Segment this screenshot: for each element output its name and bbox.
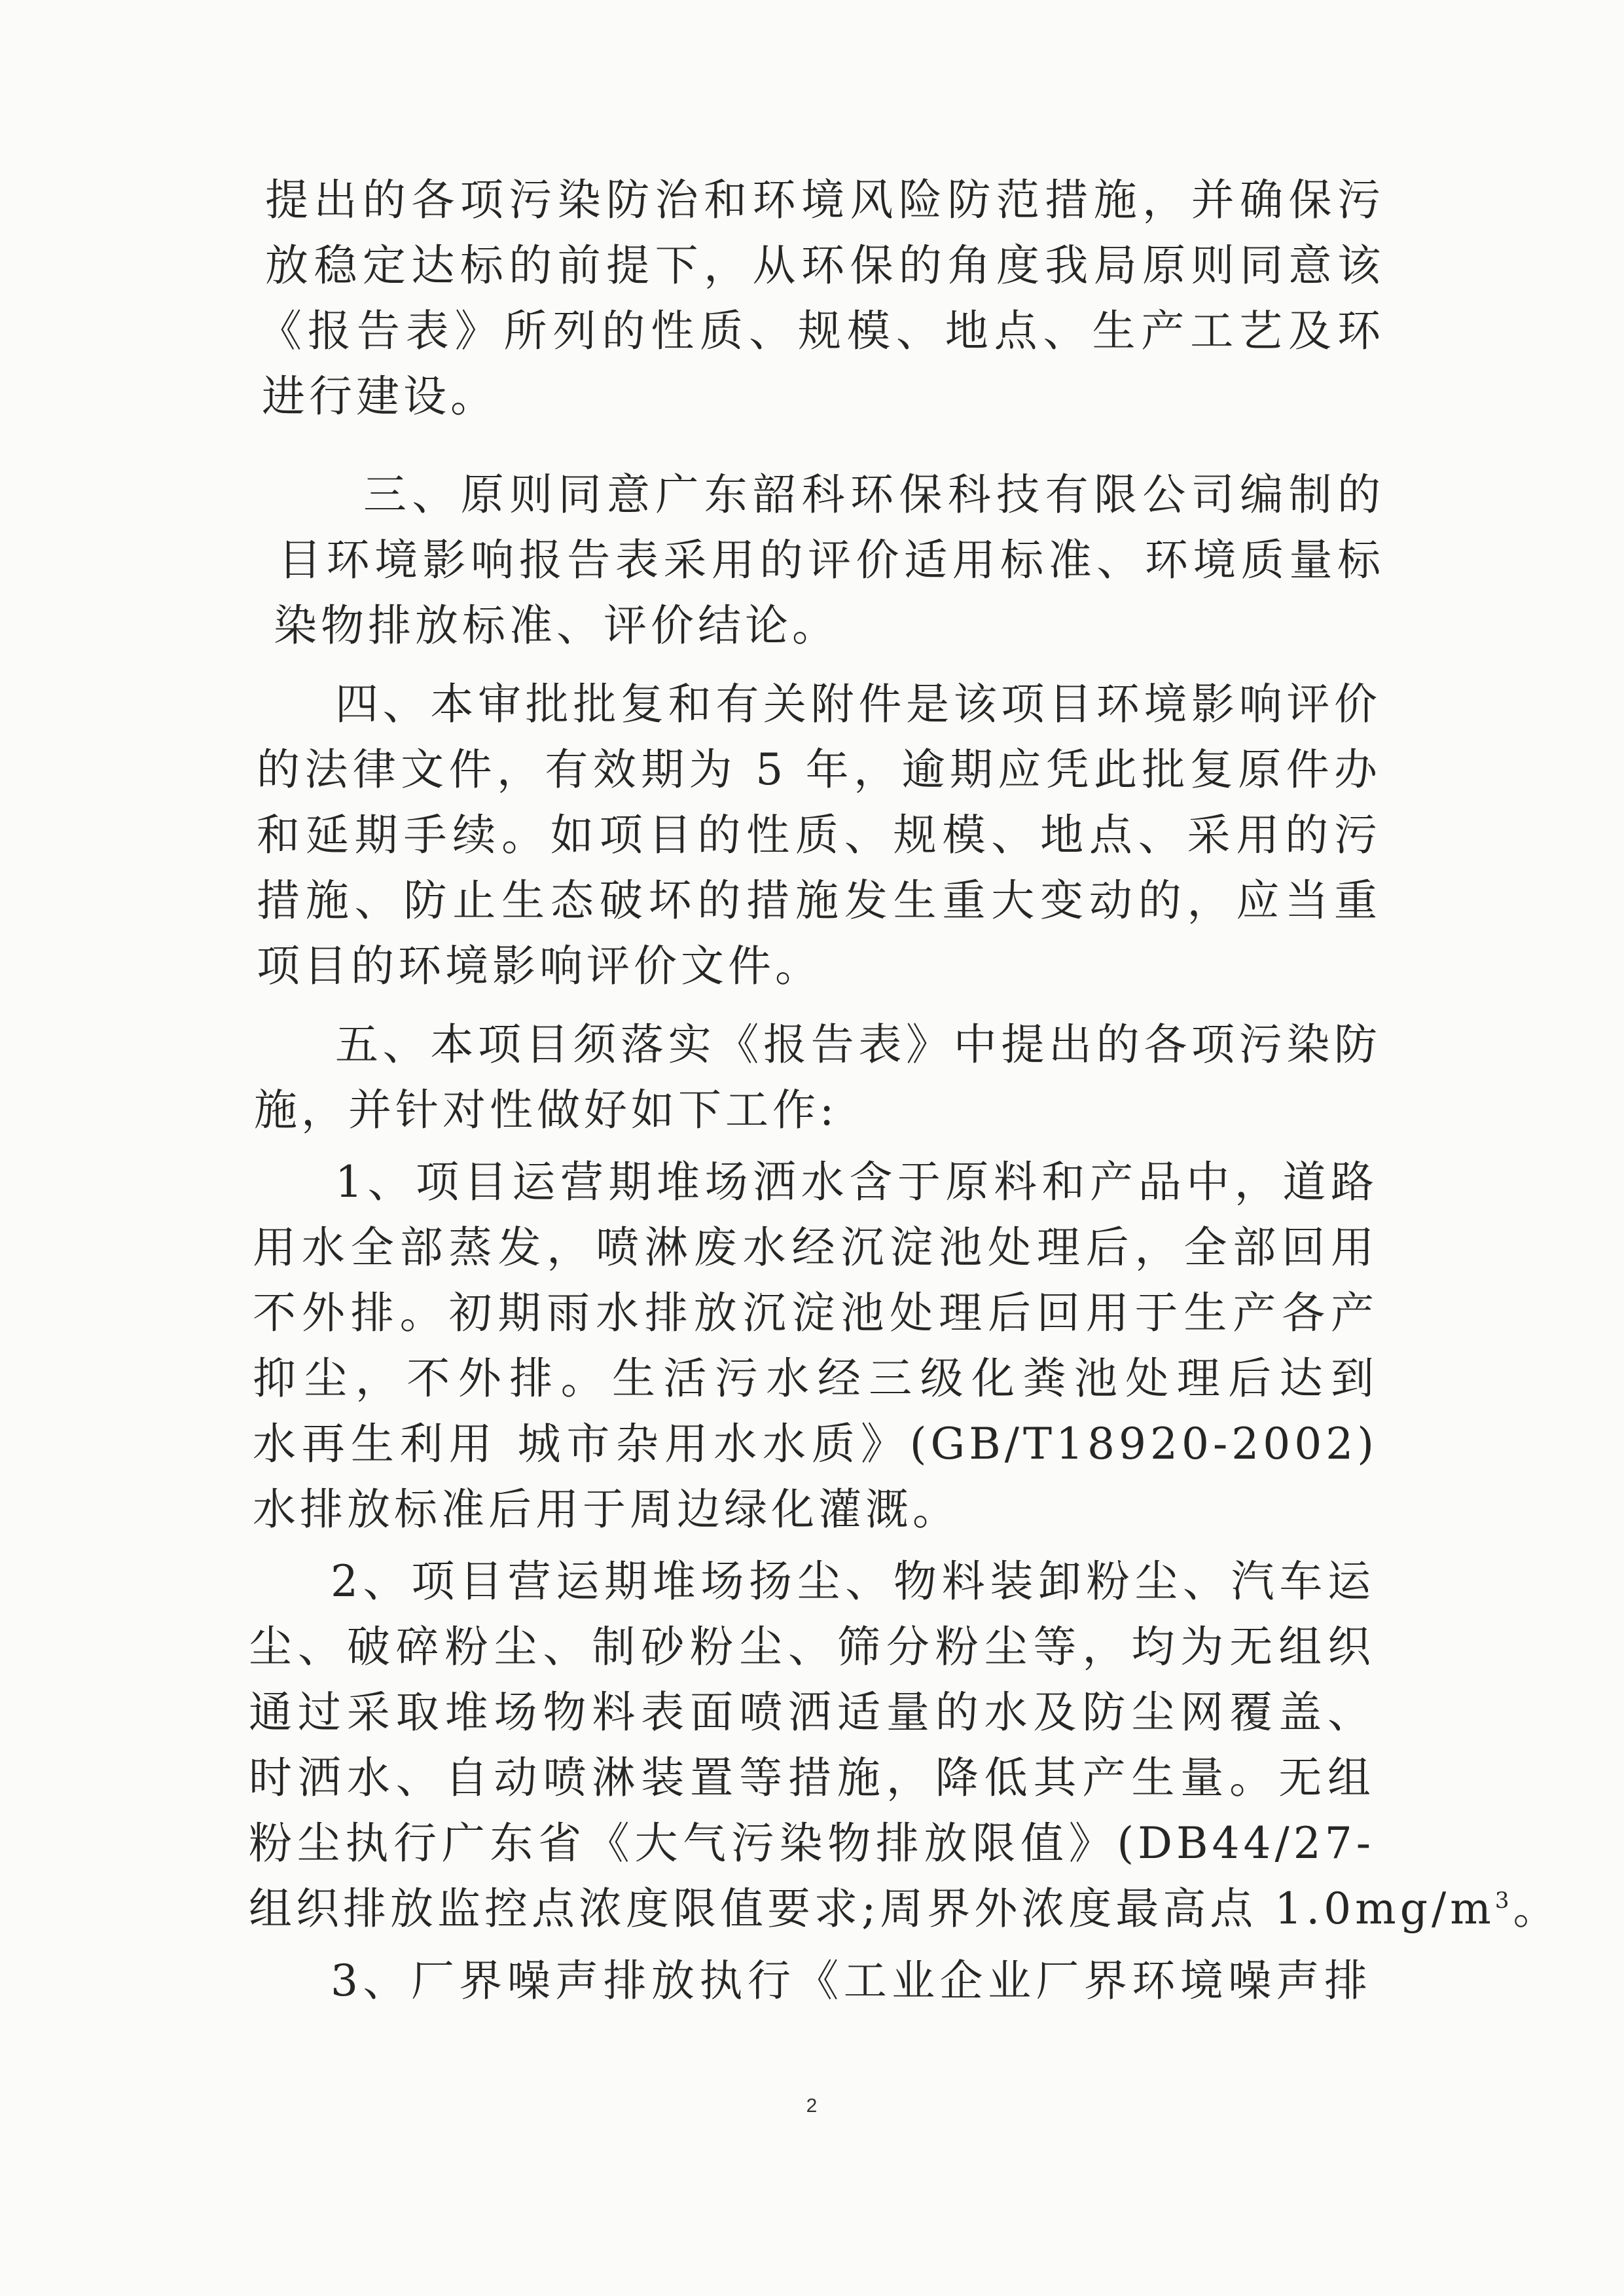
text-line: 放稳定达标的前提下，从环保的角度我局原则同意该 [265, 240, 1384, 291]
text-line: 水排放标准后用于周边绿化灌溉。 [253, 1484, 960, 1535]
text-line: 的法律文件，有效期为 5 年，逾期应凭此批复原件办 [257, 744, 1381, 795]
text-line: 项目的环境影响评价文件。 [257, 941, 822, 991]
text-line: 染物排放标准、评价结论。 [274, 600, 839, 651]
text-line: 目环境影响报告表采用的评价适用标准、环境质量标 [278, 535, 1384, 585]
text-line: 施，并针对性做好如下工作: [254, 1085, 839, 1135]
text-line: 和延期手续。如项目的性质、规模、地点、采用的污 [257, 810, 1381, 860]
text-line: 粉尘执行广东省《大气污染物排放限值》(DB44/27- [249, 1818, 1375, 1868]
text-line: 四、本审批批复和有关附件是该项目环境影响评价 [335, 679, 1381, 729]
text-line: 1、项目运营期堆场洒水含于原料和产品中，道路 [335, 1157, 1378, 1207]
text-line: 三、原则同意广东韶科环保科技有限公司编制的 [363, 469, 1384, 520]
text-line: 进行建设。 [262, 371, 497, 422]
text-line: 3、厂界噪声排放执行《工业企业厂界环境噪声排 [331, 1956, 1371, 2006]
text-line: 《报告表》所列的性质、规模、地点、生产工艺及环 [259, 306, 1384, 356]
text-line: 措施、防止生态破坏的措施发生重大变动的，应当重 [257, 875, 1381, 926]
text-line: 水再生利用 城市杂用水水质》(GB/T18920-2002) [253, 1419, 1378, 1469]
text-line: 通过采取堆场物料表面喷洒适量的水及防尘网覆盖、 [249, 1687, 1375, 1738]
text-line-content: 组织排放监控点浓度限值要求;周界外浓度最高点 1.0mg/m [249, 1884, 1495, 1934]
text-line: 2、项目营运期堆场扬尘、物料装卸粉尘、汽车运 [331, 1556, 1375, 1607]
page-number: 2 [806, 2095, 818, 2117]
text-line: 提出的各项污染防治和环境风险防范措施，并确保污 [265, 175, 1384, 225]
text-line: 不外排。初期雨水排放沉淀池处理后回用于生产各产 [253, 1288, 1378, 1338]
text-line: 抑尘，不外排。生活污水经三级化粪池处理后达到 [253, 1353, 1378, 1404]
text-line [249, 1876, 1560, 1942]
text-line: 用水全部蒸发，喷淋废水经沉淀池处理后，全部回用 [253, 1222, 1378, 1273]
text-line: 五、本项目须落实《报告表》中提出的各项污染防 [335, 1019, 1381, 1070]
superscript: 3 [1494, 1887, 1513, 1914]
text-line: 时洒水、自动喷淋装置等措施，降低其产生量。无组 [249, 1753, 1375, 1803]
period: 。 [1513, 1884, 1561, 1934]
text-line: 尘、破碎粉尘、制砂粉尘、筛分粉尘等，均为无组织 [249, 1622, 1375, 1672]
